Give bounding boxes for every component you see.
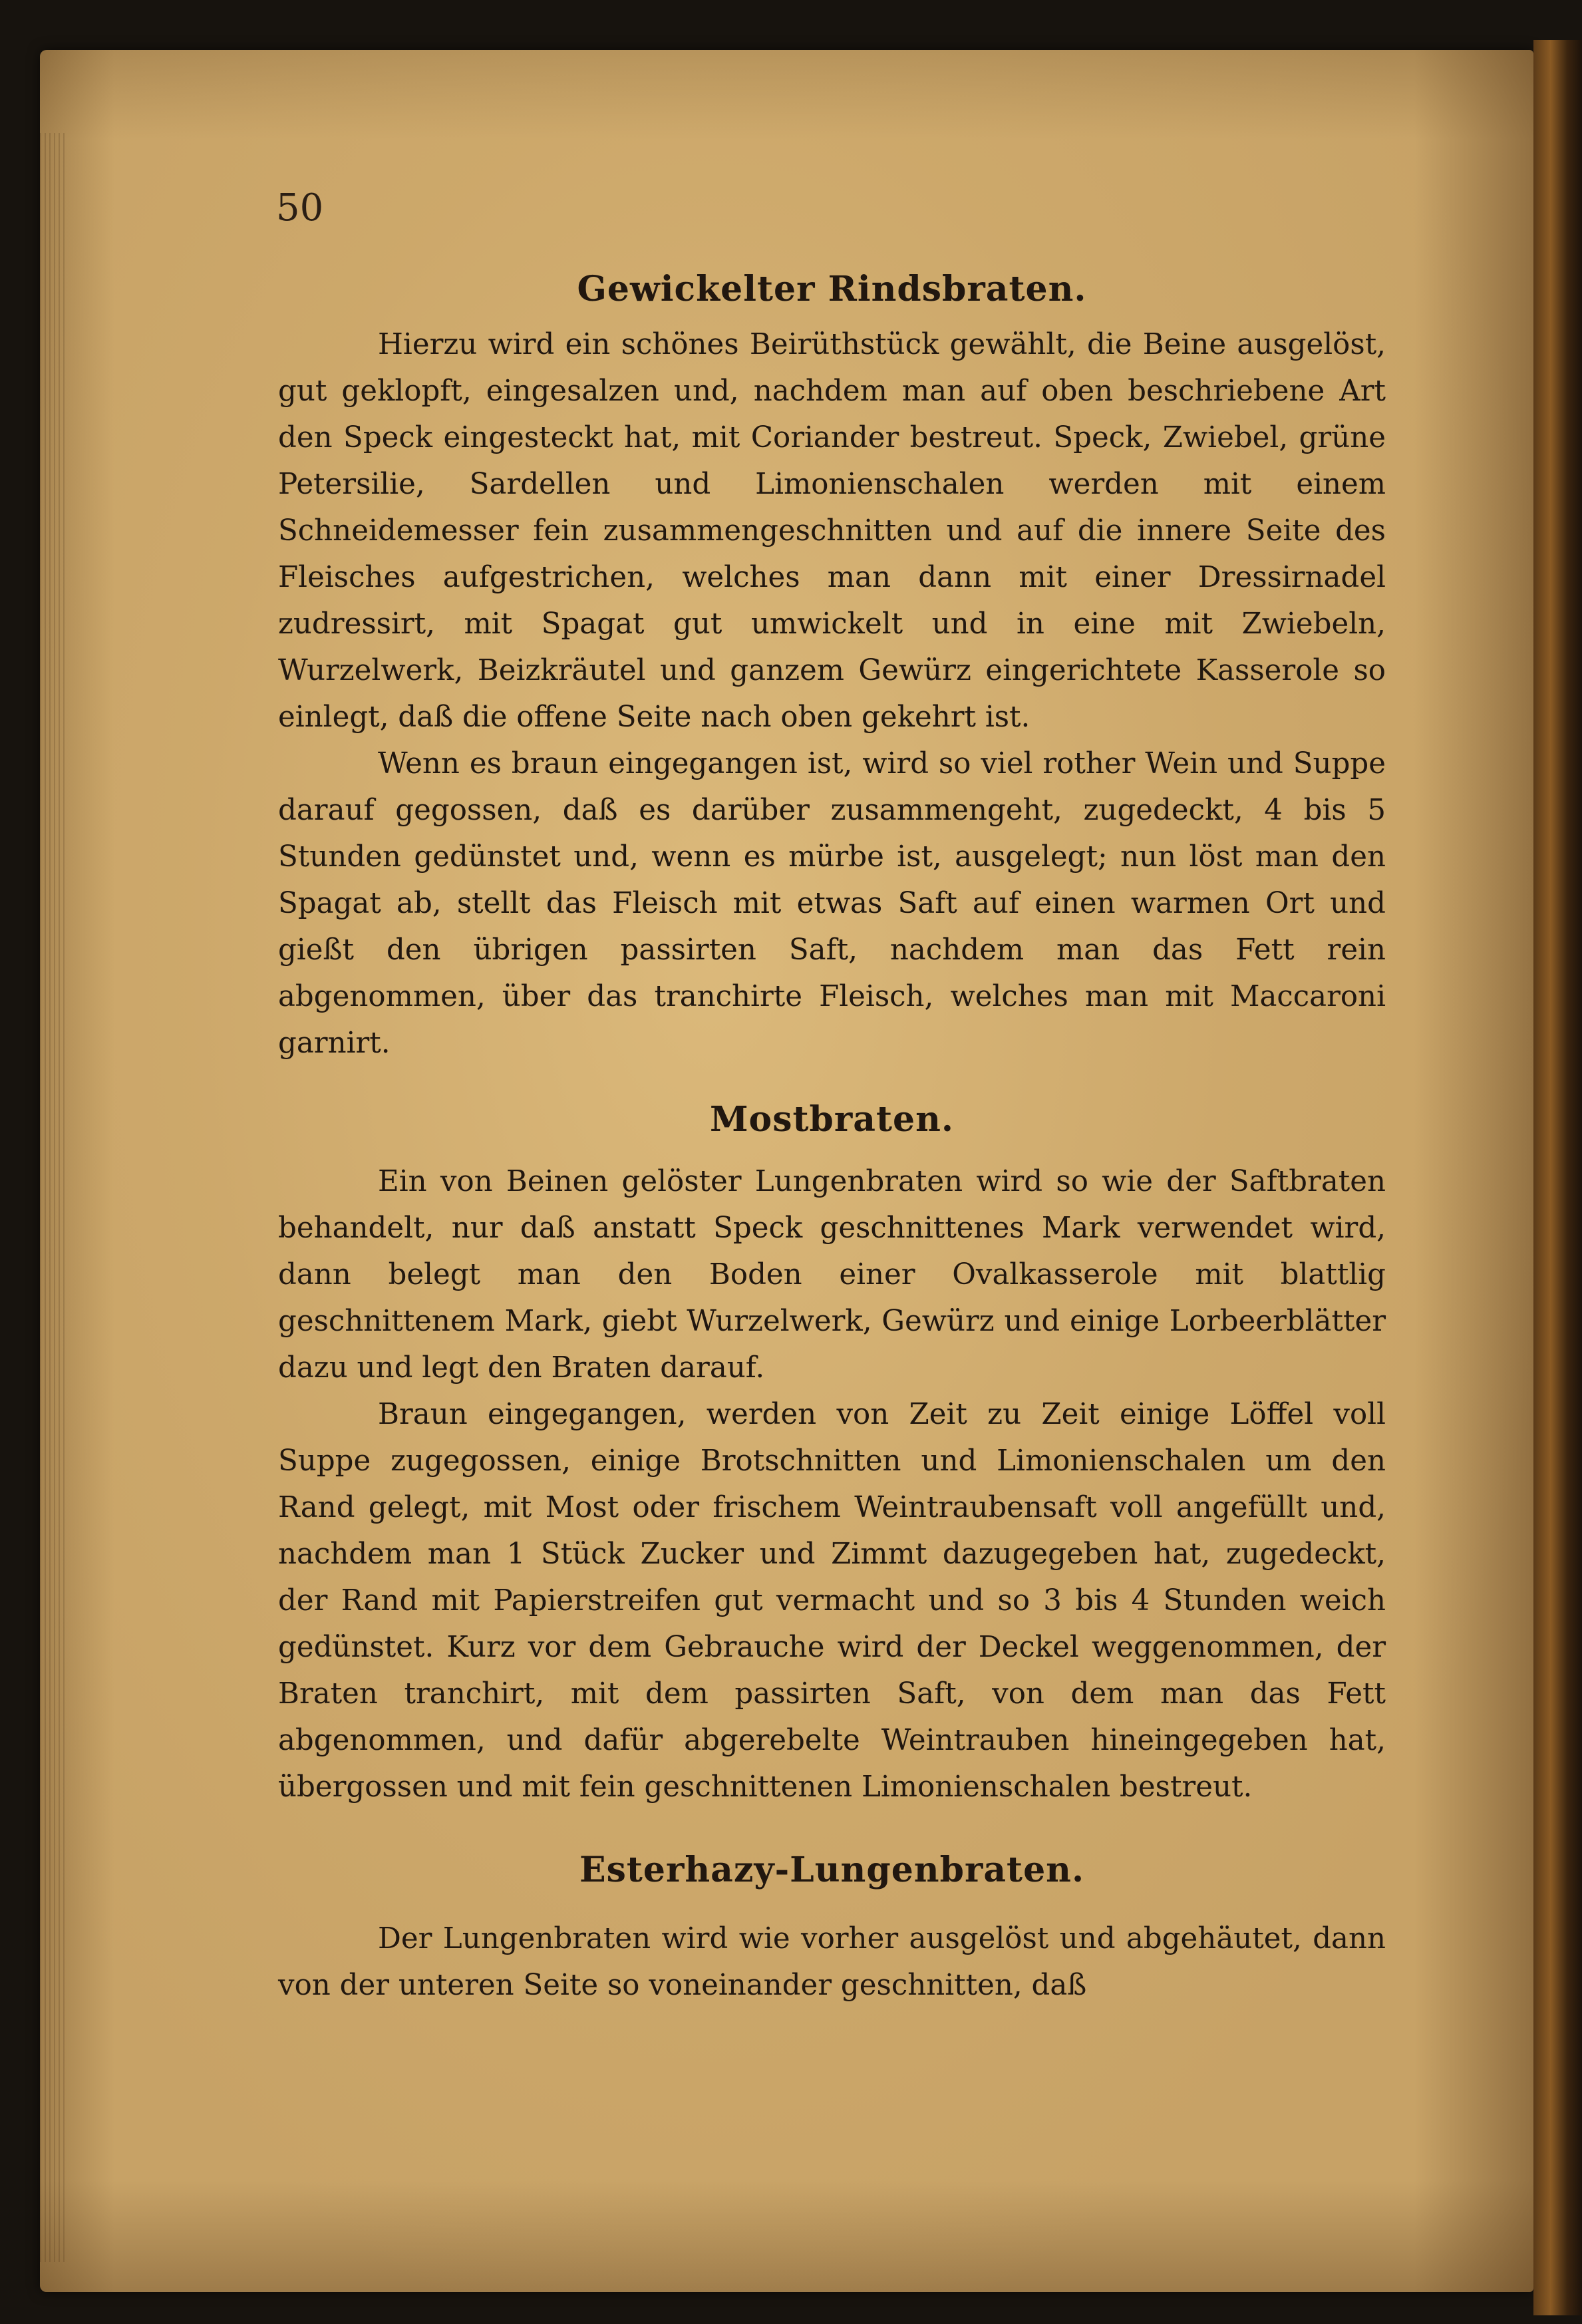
recipe-title-mostbraten: Mostbraten. <box>709 1099 954 1140</box>
paragraph: Ein von Beinen gelöster Lungenbraten wird so wie der Saftbraten behandelt, nur daß anstatt Speck geschnittenes Mark verwendet wird, dann belegt man den Boden einer Ovalkasserole mit blattlig geschnittenem Mark, giebt Wurzelwerk, Gewürz und einige Lorbeerblätter dazu und legt den Braten darauf. <box>278 1165 1386 1385</box>
book-spine <box>1533 40 1582 2315</box>
paragraph: Wenn es braun eingegangen ist, wird so viel rother Wein und Suppe darauf gegossen, daß es darüber zusammengeht, zugedeckt, 4 bis 5 Stunden gedünstet und, wenn es mürbe ist, ausgelegt; nun löst man den Spagat ab, stellt das Fleisch mit etwas Saft auf einen warmen Ort und gießt den übrigen passirten Saft, nachdem man das Fett rein abgenommen, über das tranchirte Fleisch, welches man mit Maccaroni garnirt. <box>278 747 1386 1060</box>
recipe-title-gewickelter-rindsbraten: Gewickelter Rindsbraten. <box>577 269 1087 309</box>
page-content <box>278 263 1386 2009</box>
paragraph: Hierzu wird ein schönes Beirüthstück gewählt, die Beine ausgelöst, gut geklopft, eingesalzen und, nachdem man auf oben beschriebene Art den Speck eingesteckt hat, mit Coriander bestreut. Speck, Zwiebel, grüne Petersilie, Sardellen und Limonienschalen werden mit einem Schneidemesser fein zusammengeschnitten und auf die innere Seite des Fleisches aufgestrichen, welches man dann mit einer Dressirnadel zudressirt, mit Spagat gut umwickelt und in eine mit Zwiebeln, Wurzelwerk, Beizkräutel und ganzem Gewürz eingerichtete Kasserole so einlegt, daß die offene Seite nach oben gekehrt ist. <box>278 328 1386 734</box>
paragraph: Braun eingegangen, werden von Zeit zu Zeit einige Löffel voll Suppe zugegossen, einige Brotschnitten und Limonienschalen um den Rand gelegt, mit Most oder frischem Weintraubensaft voll angefüllt und, nachdem man 1 Stück Zucker und Zimmt dazugegeben hat, zugedeckt, der Rand mit Papierstreifen gut vermacht und so 3 bis 4 Stunden weich gedünstet. Kurz vor dem Gebrauche wird der Deckel weggenommen, der Braten tranchirt, mit dem passirten Saft, von dem man das Fett abgenommen, und dafür abgerebelte Weintrauben hineingegeben hat, übergossen und mit fein geschnittenen Limonienschalen bestreut. <box>278 1398 1386 1804</box>
page-edge-stack <box>40 133 67 2262</box>
recipe-title-esterhazy-lungenbraten: Esterhazy-Lungenbraten. <box>579 1850 1085 1890</box>
page-number: 50 <box>276 186 324 230</box>
paragraph: Der Lungenbraten wird wie vorher ausgelöst und abgehäutet, dann von der unteren Seite so voneinander geschnitten, daß <box>278 1922 1386 2002</box>
